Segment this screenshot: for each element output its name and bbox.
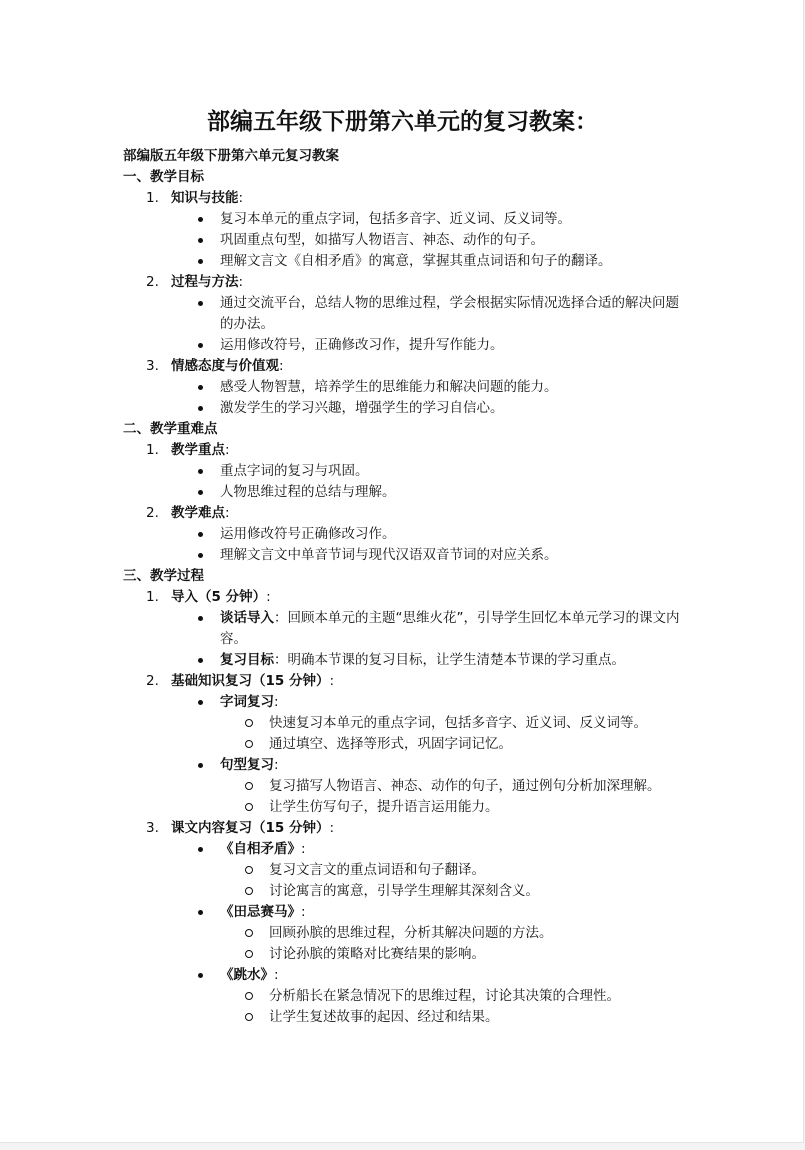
bullet-text: 感受人物智慧，培养学生的思维能力和解决问题的能力。 bbox=[220, 379, 558, 395]
numbered-item bbox=[123, 272, 683, 356]
document-subtitle: 部编版五年级下册第六单元复习教案 bbox=[123, 148, 339, 164]
item-title: 情感态度与价值观 bbox=[171, 358, 279, 374]
sub-bullet-list bbox=[220, 986, 683, 1028]
bullet-text: : bbox=[274, 967, 279, 983]
bullet-item bbox=[123, 398, 683, 419]
bullet-label: 字词复习 bbox=[220, 694, 274, 710]
bullet-text: 运用修改符号正确修改习作。 bbox=[220, 526, 396, 542]
numbered-list bbox=[123, 587, 683, 1028]
item-number: 2. bbox=[146, 505, 159, 521]
bullet-list bbox=[171, 377, 683, 419]
item-title: 教学重点 bbox=[171, 442, 225, 458]
bullet-item bbox=[123, 755, 683, 818]
bullet-list bbox=[171, 524, 683, 566]
numbered-item bbox=[123, 188, 683, 272]
item-suffix: : bbox=[225, 505, 230, 521]
item-suffix: : bbox=[238, 274, 244, 290]
item-number: 3. bbox=[146, 820, 159, 836]
bullet-item bbox=[123, 839, 683, 902]
bullet-text: : bbox=[301, 841, 306, 857]
item-number: 2. bbox=[146, 673, 159, 689]
numbered-list bbox=[123, 188, 683, 419]
document-body bbox=[123, 146, 683, 1028]
numbered-item bbox=[123, 818, 683, 1028]
bullet-text: 人物思维过程的总结与理解。 bbox=[220, 484, 396, 500]
section-heading: 三、教学过程 bbox=[123, 568, 204, 584]
numbered-list bbox=[123, 440, 683, 566]
sub-bullet-list bbox=[220, 776, 683, 818]
sub-bullet-list bbox=[220, 713, 683, 755]
bullet-label: 《跳水》 bbox=[220, 967, 274, 983]
item-title: 基础知识复习（15 分钟） bbox=[171, 673, 330, 689]
item-title: 过程与方法 bbox=[171, 274, 239, 290]
bullet-list bbox=[171, 692, 683, 818]
bullet-item bbox=[123, 608, 683, 650]
sub-bullet-item: 让学生复述故事的起因、经过和结果。 bbox=[123, 1007, 683, 1028]
section-heading: 二、教学重难点 bbox=[123, 421, 218, 437]
item-number: 1. bbox=[146, 589, 159, 605]
bullet-text: 理解文言文《自相矛盾》的寓意，掌握其重点词语和句子的翻译。 bbox=[220, 253, 612, 269]
bullet-text: 巩固重点句型，如描写人物语言、神态、动作的句子。 bbox=[220, 232, 544, 248]
bullet-item bbox=[123, 230, 683, 251]
bullet-text: 激发学生的学习兴趣，增强学生的学习自信心。 bbox=[220, 400, 504, 416]
item-title: 教学难点 bbox=[171, 505, 225, 521]
bullet-item bbox=[123, 293, 683, 335]
bullet-label: 句型复习 bbox=[220, 757, 274, 773]
bullet-text: 复习本单元的重点字词，包括多音字、近义词、反义词等。 bbox=[220, 211, 571, 227]
bullet-item bbox=[123, 692, 683, 755]
item-suffix: : bbox=[238, 190, 244, 206]
bullet-text: ：明确本节课的复习目标，让学生清楚本节课的学习重点。 bbox=[274, 652, 625, 668]
bullet-label: 《田忌赛马》 bbox=[220, 904, 301, 920]
item-suffix: : bbox=[329, 673, 335, 689]
bullet-item bbox=[123, 335, 683, 356]
numbered-item bbox=[123, 503, 683, 566]
bullet-item bbox=[123, 965, 683, 1028]
bullet-text: : bbox=[274, 757, 279, 773]
item-title: 导入（5 分钟） bbox=[171, 589, 267, 605]
sub-bullet-item: 复习文言文的重点词语和句子翻译。 bbox=[123, 860, 683, 881]
item-suffix: : bbox=[279, 358, 284, 374]
item-suffix: : bbox=[329, 820, 335, 836]
numbered-item bbox=[123, 671, 683, 818]
numbered-item bbox=[123, 587, 683, 671]
bullet-label: 复习目标 bbox=[220, 652, 274, 668]
bullet-list bbox=[171, 608, 683, 671]
bullet-text: : bbox=[301, 904, 306, 920]
bullet-item bbox=[123, 209, 683, 230]
bullet-label: 谈话导入 bbox=[220, 610, 274, 626]
item-title: 知识与技能 bbox=[171, 190, 239, 206]
item-number: 1. bbox=[146, 190, 159, 206]
numbered-item bbox=[123, 356, 683, 419]
numbered-item bbox=[123, 440, 683, 503]
item-title: 课文内容复习（15 分钟） bbox=[171, 820, 330, 836]
item-number: 1. bbox=[146, 442, 159, 458]
item-suffix: : bbox=[266, 589, 271, 605]
item-suffix: : bbox=[225, 442, 230, 458]
bullet-item bbox=[123, 377, 683, 398]
sub-bullet-item: 通过填空、选择等形式，巩固字词记忆。 bbox=[123, 734, 683, 755]
bullet-list bbox=[171, 461, 683, 503]
bullet-label: 《自相矛盾》 bbox=[220, 841, 301, 857]
sub-bullet-item: 复习描写人物语言、神态、动作的句子，通过例句分析加深理解。 bbox=[123, 776, 683, 797]
sub-bullet-list bbox=[220, 860, 683, 902]
item-number: 2. bbox=[146, 274, 159, 290]
bullet-item bbox=[123, 524, 683, 545]
sub-bullet-item: 讨论孙膑的策略对比赛结果的影响。 bbox=[123, 944, 683, 965]
section-heading: 一、教学目标 bbox=[123, 169, 204, 185]
bullet-item bbox=[123, 545, 683, 566]
bullet-text: 重点字词的复习与巩固。 bbox=[220, 463, 369, 479]
sub-bullet-list bbox=[220, 923, 683, 965]
bullet-text: 运用修改符号，正确修改习作，提升写作能力。 bbox=[220, 337, 504, 353]
sub-bullet-item: 回顾孙膑的思维过程，分析其解决问题的方法。 bbox=[123, 923, 683, 944]
bullet-item bbox=[123, 251, 683, 272]
sub-bullet-item: 让学生仿写句子，提升语言运用能力。 bbox=[123, 797, 683, 818]
bullet-item bbox=[123, 461, 683, 482]
bullet-text: : bbox=[274, 694, 279, 710]
bullet-text: 理解文言文中单音节词与现代汉语双音节词的对应关系。 bbox=[220, 547, 558, 563]
sub-bullet-item: 分析船长在紧急情况下的思维过程，讨论其决策的合理性。 bbox=[123, 986, 683, 1007]
bullet-item bbox=[123, 650, 683, 671]
page-title: 部编五年级下册第六单元的复习教案： bbox=[207, 109, 598, 135]
bullet-item bbox=[123, 482, 683, 503]
bullet-list bbox=[171, 209, 683, 272]
sub-bullet-item: 讨论寓言的寓意，引导学生理解其深刻含义。 bbox=[123, 881, 683, 902]
bullet-item bbox=[123, 902, 683, 965]
bullet-text: 通过交流平台，总结人物的思维过程，学会根据实际情况选择合适的解决问题的办法。 bbox=[220, 295, 679, 332]
bullet-text: ：回顾本单元的主题“思维火花”，引导学生回忆本单元学习的课文内容。 bbox=[220, 610, 680, 647]
bullet-list bbox=[171, 293, 683, 356]
sub-bullet-item: 快速复习本单元的重点字词，包括多音字、近义词、反义词等。 bbox=[123, 713, 683, 734]
item-number: 3. bbox=[146, 358, 159, 374]
bullet-list bbox=[171, 839, 683, 1028]
